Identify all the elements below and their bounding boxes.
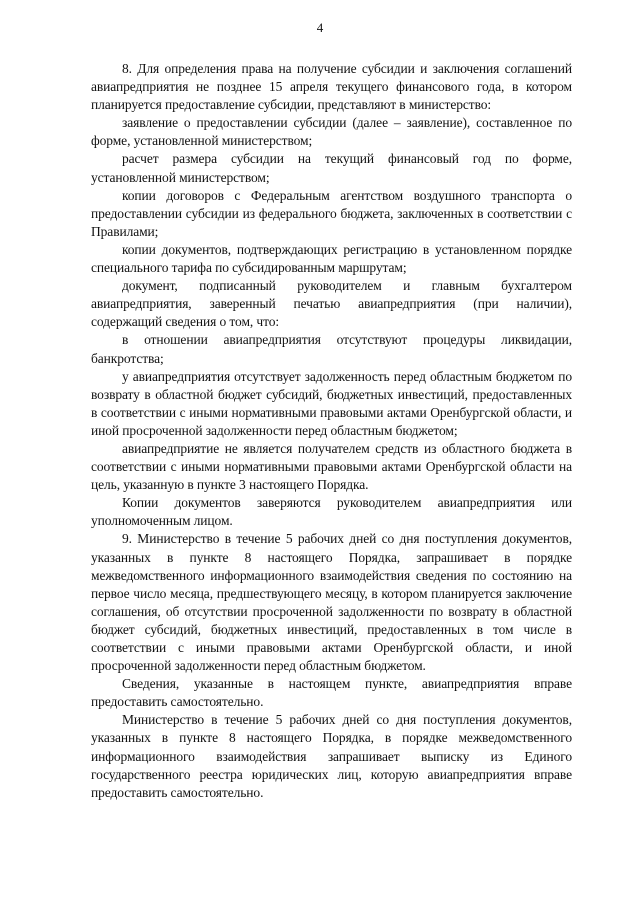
paragraph-registry-extract: Министерство в течение 5 рабочих дней со дня поступления документов, указанных в пункте 8 настоящего Порядка, в порядке межведомственного информационного взаимодействия запрашивает выписку из Единого государственного реестра юридических лиц, которую авиапредприятия вправе предоставить самостоятельно. (91, 712, 572, 800)
paragraph-9-request: 9. Министерство в течение 5 рабочих дней со дня поступления документов, указанных в пункте 8 настоящего Порядка, запрашивает в порядке межведомственного информационного взаимодействия сведения по состоянию на первое число месяца, предшествующего месяцу, в котором планируется заключение соглашения, об отсутствии просроченной задолженности по возврату в областной бюджет субсидий, бюджетных инвестиций, предоставленных в том числе в соответствии с иными правовыми актами Оренбургской области, и иной просроченной задолженности перед областным бюджетом. (91, 531, 572, 674)
page-number: 4 (316, 20, 324, 35)
paragraph-8-intro: 8. Для определения права на получение субсидии и заключения соглашений авиапредприятия не позднее 15 апреля текущего финансового года, в котором планируется предоставление субсидии, представляют в министерство: (91, 61, 572, 113)
paragraph-signed-document: документ, подписанный руководителем и главным бухгалтером авиапредприятия, заверенный печатью авиапредприятия (при наличии), содержащий сведения о том, что: (91, 278, 572, 330)
paragraph-no-debt: у авиапредприятия отсутствует задолженность перед областным бюджетом по возврату в областной бюджет субсидий, бюджетных инвестиций, предоставленных в соответствии с иными нормативными правовыми актами Оренбургской области, и иной просроченной задолженности перед областным бюджетом; (91, 368, 572, 438)
paragraph-calculation: расчет размера субсидии на текущий финансовый год по форме, установленной министерством; (91, 151, 572, 185)
paragraph-not-recipient: авиапредприятие не является получателем средств из областного бюджета в соответствии с иными нормативными правовыми актами Оренбургской области на цель, указанную в пункте 3 настоящего Порядка. (91, 440, 572, 493)
document-body (91, 60, 572, 802)
paragraph-contracts: копии договоров с Федеральным агентством воздушного транспорта о предоставлении субсидии из федерального бюджета, заключенных в соответствии с Правилами; (91, 187, 572, 239)
paragraph-info-self: Сведения, указанные в настоящем пункте, авиапредприятия вправе предоставить самостоятельно. (91, 676, 572, 710)
paragraph-copies-certified: Копии документов заверяются руководителем авиапредприятия или уполномоченным лицом. (91, 495, 572, 529)
paragraph-tariff-documents: копии документов, подтверждающих регистрацию в установленном порядке специального тарифа по субсидированным маршрутам; (91, 241, 572, 276)
paragraph-no-liquidation: в отношении авиапредприятия отсутствуют процедуры ликвидации, банкротства; (91, 332, 572, 366)
paragraph-application: заявление о предоставлении субсидии (далее – заявление), составленное по форме, установленной министерством; (91, 115, 572, 149)
